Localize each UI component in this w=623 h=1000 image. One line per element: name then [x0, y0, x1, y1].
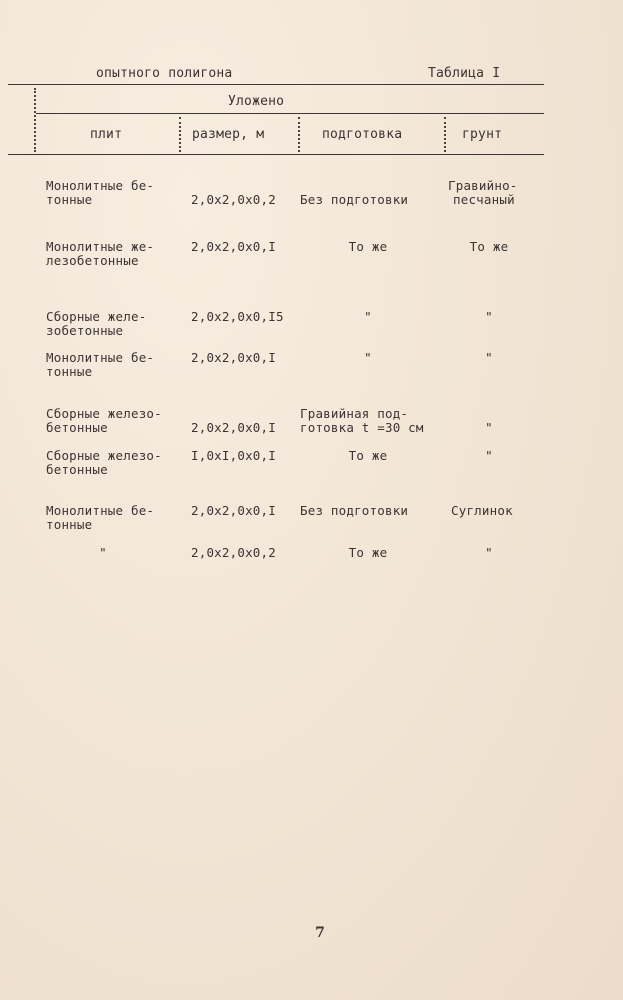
cell-soil: То же — [469, 239, 509, 254]
table-title-fragment: опытного полигона — [96, 66, 233, 81]
cell-soil-ditto: " — [485, 448, 493, 463]
cell-plate-line: бетонные — [46, 420, 108, 435]
cell-preparation-line: Гравийная под- — [300, 406, 409, 421]
cell-soil-line: песчаный — [453, 192, 515, 207]
column-divider-3 — [444, 117, 446, 152]
cell-preparation: То же — [348, 545, 388, 560]
cell-soil-ditto: " — [485, 309, 493, 324]
column-header-plates: плит — [90, 127, 123, 142]
cell-size: 2,0x2,0x0,I — [191, 350, 276, 365]
cell-size: 2,0x2,0x0,I — [191, 503, 276, 518]
column-divider-1 — [179, 117, 181, 152]
cell-size: 2,0x2,0x0,2 — [191, 545, 276, 560]
cell-plate-ditto: " — [99, 545, 107, 560]
cell-plate-line: Сборные железо- — [46, 448, 162, 463]
cell-soil-line: Гравийно- — [448, 178, 518, 193]
cell-plate-line: Сборные желе- — [46, 309, 147, 324]
group-header-rule — [36, 113, 544, 114]
cell-soil-ditto: " — [485, 420, 493, 435]
cell-plate-line: бетонные — [46, 462, 108, 477]
cell-preparation: То же — [348, 448, 388, 463]
column-header-size: размер, м — [192, 127, 265, 142]
cell-soil-ditto: " — [485, 350, 493, 365]
cell-size: 2,0x2,0x0,I — [191, 239, 276, 254]
cell-plate-line: лезобетонные — [46, 253, 139, 268]
cell-preparation-ditto: " — [364, 309, 372, 324]
cell-size: 2,0x2,0x0,I5 — [191, 309, 284, 324]
cell-plate-line: Монолитные бе- — [46, 178, 155, 193]
column-header-preparation: подготовка — [322, 127, 403, 142]
cell-size: 2,0x2,0x0,2 — [191, 192, 276, 207]
cell-plate-line: тонные — [46, 192, 93, 207]
cell-plate-line: Монолитные бе- — [46, 350, 155, 365]
column-header-rule — [8, 154, 544, 155]
cell-preparation: То же — [348, 239, 388, 254]
cell-preparation: Без подготовки — [300, 503, 409, 518]
cell-preparation-ditto: " — [364, 350, 372, 365]
column-header-soil: грунт — [462, 127, 503, 142]
table-label: Таблица I — [428, 66, 501, 81]
cell-plate-line: зобетонные — [46, 323, 124, 338]
left-border-dots — [34, 88, 36, 152]
cell-preparation: Без подготовки — [300, 192, 409, 207]
group-header-laid: Уложено — [228, 94, 285, 109]
cell-preparation-line: готовка t =30 см — [300, 420, 424, 435]
cell-plate-line: Монолитные бе- — [46, 503, 155, 518]
cell-plate-line: Сборные железо- — [46, 406, 162, 421]
table-top-rule — [8, 84, 544, 85]
cell-plate-line: тонные — [46, 364, 93, 379]
cell-soil: Суглинок — [451, 503, 513, 518]
cell-plate-line: Монолитные же- — [46, 239, 155, 254]
cell-plate-line: тонные — [46, 517, 93, 532]
column-divider-2 — [298, 117, 300, 152]
page-number: 7 — [315, 925, 325, 941]
cell-size: I,0xI,0x0,I — [191, 448, 276, 463]
cell-size: 2,0x2,0x0,I — [191, 420, 276, 435]
cell-soil-ditto: " — [485, 545, 493, 560]
